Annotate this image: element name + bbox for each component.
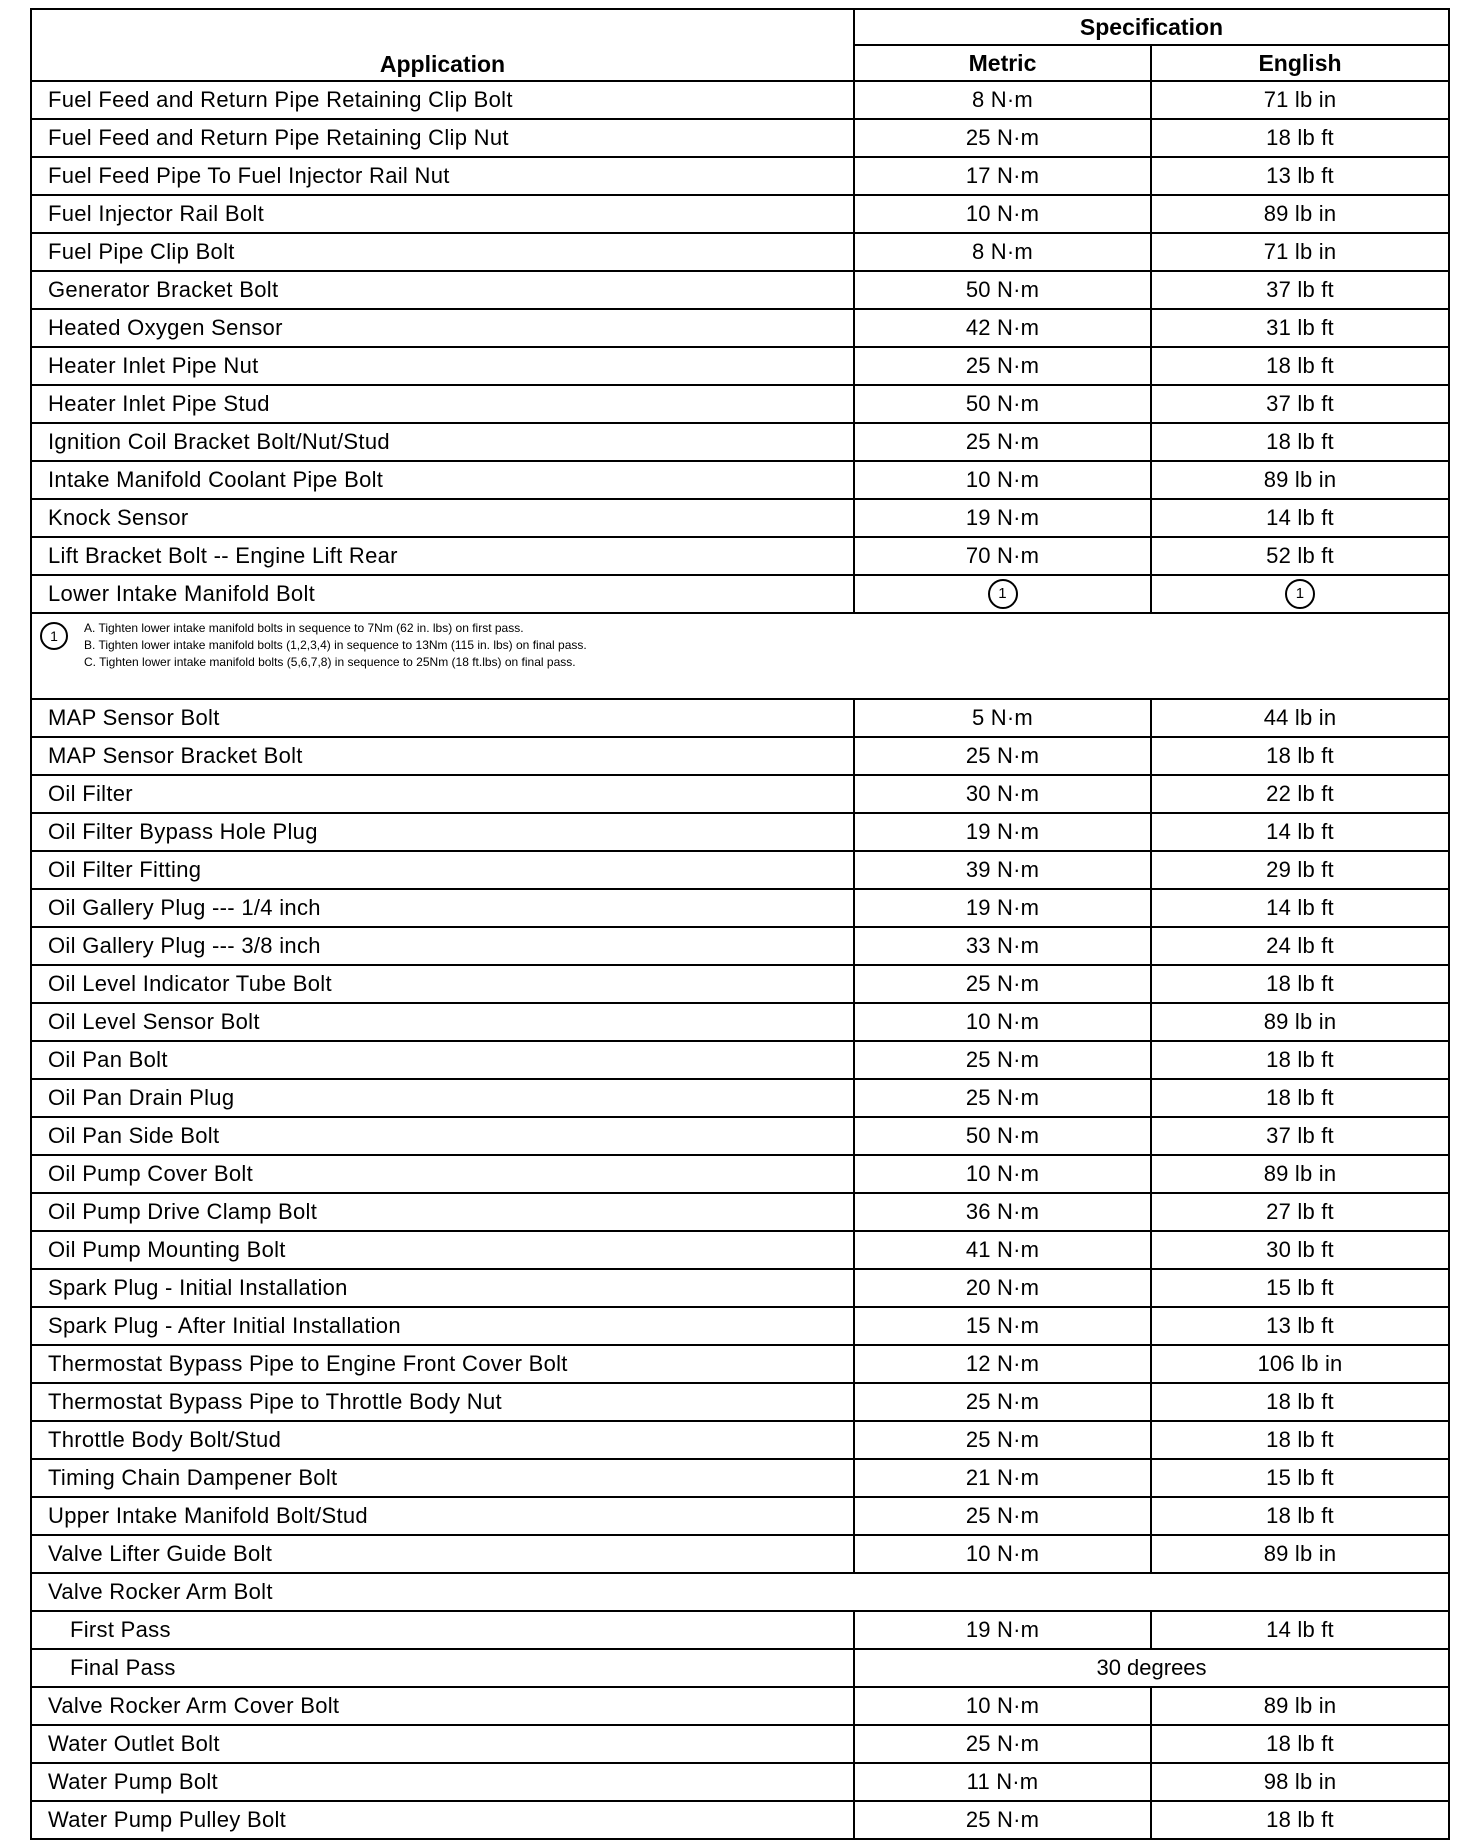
metric-cell: 17 N·m [854, 157, 1151, 195]
table-row [31, 699, 1449, 737]
application-cell: Upper Intake Manifold Bolt/Stud [31, 1497, 854, 1535]
application-cell: Knock Sensor [31, 499, 854, 537]
table-row [31, 119, 1449, 157]
header-english: English [1151, 45, 1449, 81]
english-cell: 89 lb in [1151, 195, 1449, 233]
table-body-c [31, 1687, 1449, 1839]
metric-cell: 50 N·m [854, 1117, 1151, 1155]
english-cell: 89 lb in [1151, 461, 1449, 499]
table-row-lower-intake [31, 575, 1449, 613]
header-metric: Metric [854, 45, 1151, 81]
metric-cell: 19 N·m [854, 889, 1151, 927]
table-row [31, 385, 1449, 423]
table-row [31, 195, 1449, 233]
english-cell: 14 lb ft [1151, 1611, 1449, 1649]
application-cell: Oil Pump Mounting Bolt [31, 1231, 854, 1269]
application-cell: Oil Pump Cover Bolt [31, 1155, 854, 1193]
english-cell: 18 lb ft [1151, 1383, 1449, 1421]
table-row [31, 1535, 1449, 1573]
english-cell: 71 lb in [1151, 233, 1449, 271]
english-cell: 89 lb in [1151, 1687, 1449, 1725]
final-pass-value-cell: 30 degrees [854, 1649, 1449, 1687]
application-cell: Water Pump Pulley Bolt [31, 1801, 854, 1839]
application-cell: Oil Pan Bolt [31, 1041, 854, 1079]
application-cell: Oil Filter Bypass Hole Plug [31, 813, 854, 851]
application-cell: Oil Level Sensor Bolt [31, 1003, 854, 1041]
metric-cell: 19 N·m [854, 1611, 1151, 1649]
metric-cell: 12 N·m [854, 1345, 1151, 1383]
table-row [31, 81, 1449, 119]
table-row [31, 1763, 1449, 1801]
note-line-b: B. Tighten lower intake manifold bolts (1,2,3,4) in sequence to 13Nm (115 in. lbs) on final pass. [84, 638, 587, 652]
metric-cell: 10 N·m [854, 1003, 1151, 1041]
table-row [31, 889, 1449, 927]
english-cell: 15 lb ft [1151, 1459, 1449, 1497]
metric-cell: 25 N·m [854, 1041, 1151, 1079]
application-cell: Heater Inlet Pipe Nut [31, 347, 854, 385]
table-row [31, 775, 1449, 813]
metric-cell: 25 N·m [854, 347, 1151, 385]
application-cell: Oil Filter [31, 775, 854, 813]
table-row [31, 1193, 1449, 1231]
application-cell: Lower Intake Manifold Bolt [31, 575, 854, 613]
english-cell: 29 lb ft [1151, 851, 1449, 889]
metric-cell: 10 N·m [854, 195, 1151, 233]
header-row-top [31, 9, 1449, 45]
note-reference-marker: 1 [1285, 579, 1315, 609]
metric-cell: 19 N·m [854, 499, 1151, 537]
english-cell: 30 lb ft [1151, 1231, 1449, 1269]
table-row [31, 1687, 1449, 1725]
table-row [31, 1801, 1449, 1839]
metric-cell [854, 575, 1151, 613]
metric-cell: 25 N·m [854, 1801, 1151, 1839]
metric-cell: 36 N·m [854, 1193, 1151, 1231]
metric-cell: 25 N·m [854, 1421, 1151, 1459]
application-cell: Valve Rocker Arm Cover Bolt [31, 1687, 854, 1725]
table-row [31, 1459, 1449, 1497]
application-cell: Thermostat Bypass Pipe to Throttle Body Nut [31, 1383, 854, 1421]
application-cell: Generator Bracket Bolt [31, 271, 854, 309]
english-cell: 18 lb ft [1151, 423, 1449, 461]
metric-cell: 10 N·m [854, 1155, 1151, 1193]
table-row-note [31, 613, 1449, 699]
table-row [31, 1725, 1449, 1763]
english-cell: 52 lb ft [1151, 537, 1449, 575]
metric-cell: 25 N·m [854, 1725, 1151, 1763]
english-cell: 18 lb ft [1151, 119, 1449, 157]
note-reference-marker: 1 [988, 579, 1018, 609]
metric-cell: 33 N·m [854, 927, 1151, 965]
english-cell: 18 lb ft [1151, 347, 1449, 385]
english-cell: 15 lb ft [1151, 1269, 1449, 1307]
application-cell: Heated Oxygen Sensor [31, 309, 854, 347]
application-cell: Final Pass [31, 1649, 854, 1687]
table-row [31, 737, 1449, 775]
table-row [31, 1307, 1449, 1345]
english-cell: 22 lb ft [1151, 775, 1449, 813]
english-cell: 71 lb in [1151, 81, 1449, 119]
metric-cell: 50 N·m [854, 271, 1151, 309]
metric-cell: 25 N·m [854, 1497, 1151, 1535]
application-cell: MAP Sensor Bracket Bolt [31, 737, 854, 775]
table-row [31, 157, 1449, 195]
table-row [31, 1117, 1449, 1155]
application-cell: Thermostat Bypass Pipe to Engine Front Cover Bolt [31, 1345, 854, 1383]
note-marker: 1 [40, 622, 68, 650]
table-row [31, 851, 1449, 889]
table-body-lower-intake [31, 575, 1449, 699]
table-row [31, 1231, 1449, 1269]
application-cell: Timing Chain Dampener Bolt [31, 1459, 854, 1497]
english-cell: 106 lb in [1151, 1345, 1449, 1383]
table-row-first-pass [31, 1611, 1449, 1649]
metric-cell: 25 N·m [854, 1079, 1151, 1117]
application-cell: Oil Pan Side Bolt [31, 1117, 854, 1155]
application-cell: First Pass [31, 1611, 854, 1649]
english-cell: 89 lb in [1151, 1003, 1449, 1041]
table-row [31, 927, 1449, 965]
metric-cell: 25 N·m [854, 965, 1151, 1003]
metric-cell: 25 N·m [854, 737, 1151, 775]
metric-cell: 50 N·m [854, 385, 1151, 423]
metric-cell: 42 N·m [854, 309, 1151, 347]
application-cell: Intake Manifold Coolant Pipe Bolt [31, 461, 854, 499]
table-body-b [31, 699, 1449, 1573]
table-row [31, 1497, 1449, 1535]
english-cell: 89 lb in [1151, 1535, 1449, 1573]
application-cell: Fuel Injector Rail Bolt [31, 195, 854, 233]
table-row-final-pass [31, 1649, 1449, 1687]
metric-cell: 70 N·m [854, 537, 1151, 575]
english-cell: 14 lb ft [1151, 889, 1449, 927]
english-cell: 18 lb ft [1151, 1725, 1449, 1763]
metric-cell: 5 N·m [854, 699, 1151, 737]
table-row [31, 1345, 1449, 1383]
english-cell: 18 lb ft [1151, 1497, 1449, 1535]
english-cell: 89 lb in [1151, 1155, 1449, 1193]
metric-cell: 19 N·m [854, 813, 1151, 851]
english-cell: 31 lb ft [1151, 309, 1449, 347]
table-body-rocker [31, 1573, 1449, 1687]
table-body-a [31, 81, 1449, 575]
english-cell: 14 lb ft [1151, 813, 1449, 851]
english-cell: 37 lb ft [1151, 271, 1449, 309]
application-cell: Oil Filter Fitting [31, 851, 854, 889]
table-row [31, 965, 1449, 1003]
table-row [31, 347, 1449, 385]
english-cell: 18 lb ft [1151, 1079, 1449, 1117]
table-row [31, 813, 1449, 851]
english-cell: 27 lb ft [1151, 1193, 1449, 1231]
metric-cell: 25 N·m [854, 423, 1151, 461]
table-row [31, 461, 1449, 499]
table-row [31, 1041, 1449, 1079]
torque-spec-table [30, 8, 1450, 1840]
table-row [31, 233, 1449, 271]
application-cell: Valve Lifter Guide Bolt [31, 1535, 854, 1573]
table-row [31, 1269, 1449, 1307]
english-cell: 18 lb ft [1151, 737, 1449, 775]
application-cell: Oil Level Indicator Tube Bolt [31, 965, 854, 1003]
table-row [31, 1383, 1449, 1421]
metric-cell: 10 N·m [854, 461, 1151, 499]
application-cell: Oil Pan Drain Plug [31, 1079, 854, 1117]
metric-cell: 21 N·m [854, 1459, 1151, 1497]
application-cell: Throttle Body Bolt/Stud [31, 1421, 854, 1459]
metric-cell: 41 N·m [854, 1231, 1151, 1269]
application-cell: Oil Gallery Plug --- 1/4 inch [31, 889, 854, 927]
metric-cell: 11 N·m [854, 1763, 1151, 1801]
english-cell: 18 lb ft [1151, 1421, 1449, 1459]
application-cell: Water Pump Bolt [31, 1763, 854, 1801]
metric-cell: 25 N·m [854, 1383, 1151, 1421]
table-row [31, 1003, 1449, 1041]
metric-cell: 15 N·m [854, 1307, 1151, 1345]
english-cell: 37 lb ft [1151, 1117, 1449, 1155]
metric-cell: 8 N·m [854, 233, 1151, 271]
note-line-c: C. Tighten lower intake manifold bolts (5,6,7,8) in sequence to 25Nm (18 ft.lbs) on final pass. [84, 655, 576, 669]
metric-cell: 20 N·m [854, 1269, 1151, 1307]
application-cell: Heater Inlet Pipe Stud [31, 385, 854, 423]
table-row [31, 1079, 1449, 1117]
metric-cell: 25 N·m [854, 119, 1151, 157]
table-row [31, 423, 1449, 461]
metric-cell: 8 N·m [854, 81, 1151, 119]
english-cell: 18 lb ft [1151, 965, 1449, 1003]
english-cell: 44 lb in [1151, 699, 1449, 737]
table-row [31, 309, 1449, 347]
application-cell: Oil Pump Drive Clamp Bolt [31, 1193, 854, 1231]
metric-cell: 30 N·m [854, 775, 1151, 813]
application-cell: Fuel Pipe Clip Bolt [31, 233, 854, 271]
note-line-a: A. Tighten lower intake manifold bolts in sequence to 7Nm (62 in. lbs) on first pass. [84, 621, 524, 635]
english-cell: 13 lb ft [1151, 157, 1449, 195]
header-specification: Specification [854, 9, 1449, 45]
header-application: Application [31, 9, 854, 81]
application-cell: Spark Plug - After Initial Installation [31, 1307, 854, 1345]
table-row [31, 1421, 1449, 1459]
metric-cell: 10 N·m [854, 1535, 1151, 1573]
application-cell: Ignition Coil Bracket Bolt/Nut/Stud [31, 423, 854, 461]
torque-spec-page [30, 8, 1448, 1840]
table-row-rocker-title [31, 1573, 1449, 1611]
english-cell: 13 lb ft [1151, 1307, 1449, 1345]
application-cell: Fuel Feed Pipe To Fuel Injector Rail Nut [31, 157, 854, 195]
application-cell: Spark Plug - Initial Installation [31, 1269, 854, 1307]
application-cell: Lift Bracket Bolt -- Engine Lift Rear [31, 537, 854, 575]
english-cell: 98 lb in [1151, 1763, 1449, 1801]
english-cell: 24 lb ft [1151, 927, 1449, 965]
table-row [31, 1155, 1449, 1193]
english-cell: 14 lb ft [1151, 499, 1449, 537]
english-cell: 37 lb ft [1151, 385, 1449, 423]
application-cell: Water Outlet Bolt [31, 1725, 854, 1763]
table-row [31, 537, 1449, 575]
english-cell [1151, 575, 1449, 613]
metric-cell: 39 N·m [854, 851, 1151, 889]
table-row [31, 271, 1449, 309]
metric-cell: 10 N·m [854, 1687, 1151, 1725]
application-cell: Fuel Feed and Return Pipe Retaining Clip Bolt [31, 81, 854, 119]
english-cell: 18 lb ft [1151, 1041, 1449, 1079]
note-cell [31, 613, 1449, 699]
application-cell: Fuel Feed and Return Pipe Retaining Clip Nut [31, 119, 854, 157]
english-cell: 18 lb ft [1151, 1801, 1449, 1839]
application-cell: Valve Rocker Arm Bolt [31, 1573, 1449, 1611]
application-cell: Oil Gallery Plug --- 3/8 inch [31, 927, 854, 965]
table-row [31, 499, 1449, 537]
application-cell: MAP Sensor Bolt [31, 699, 854, 737]
